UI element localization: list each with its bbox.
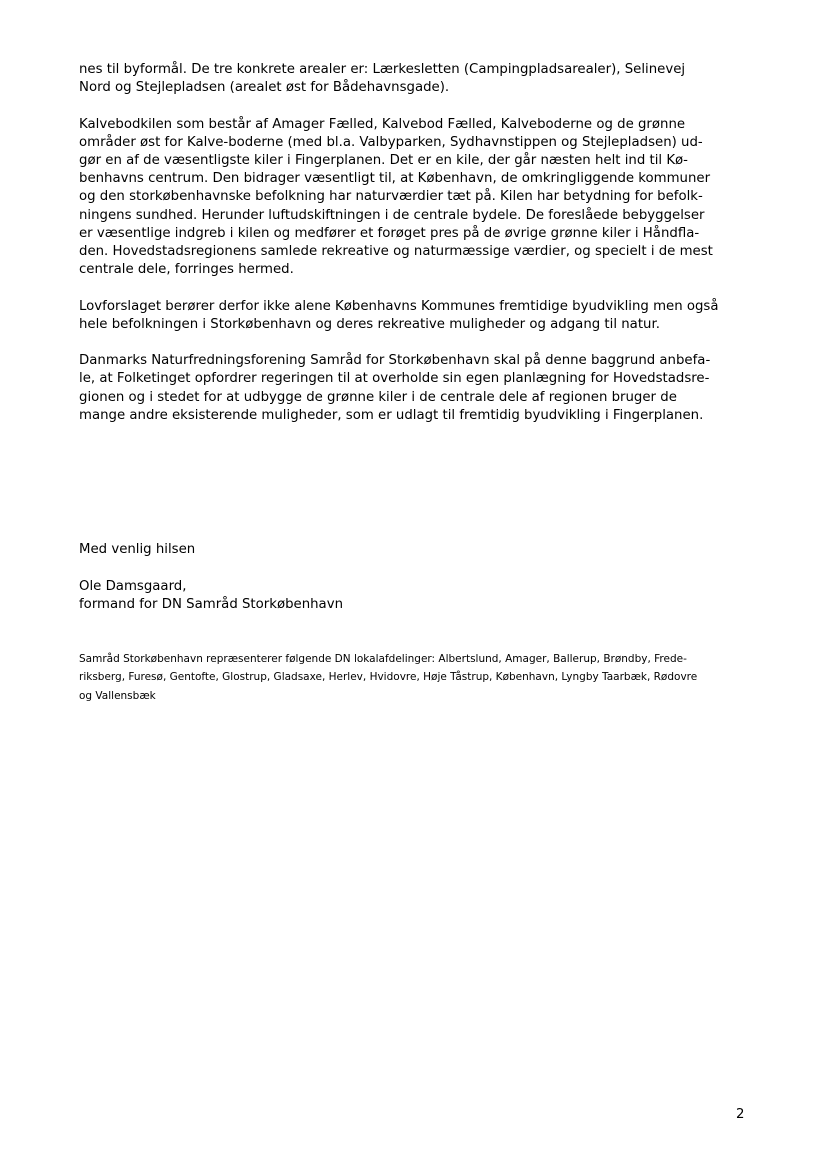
footnote-line: Samråd Storkøbenhavn repræsenterer følgende DN lokalafdelinger: Albertslund, Amager, Ballerup, Brøndby, Frede- [79,653,687,665]
text-line: områder øst for Kalve-boderne (med bl.a. Valbyparken, Sydhavnstippen og Stejlepladsen) ud- [79,134,703,150]
spacer [79,443,751,541]
text-line: Danmarks Naturfredningsforening Samråd for Storkøbenhavn skal på denne baggrund anbefa- [79,353,711,369]
paragraph-areas [79,61,751,97]
text-line: og den storkøbenhavnske befolkning har naturværdier tæt på. Kilen har betydning for befolk- [79,189,703,205]
footnote [79,650,751,705]
closing [79,541,751,559]
text-line: den. Hovedstadsregionens samlede rekreative og naturmæssige værdier, og specielt i de mest [79,244,713,260]
footnote-line: riksberg, Furesø, Gentofte, Glostrup, Gladsaxe, Herlev, Hvidovre, Høje Tåstrup, København, Lyngby Taarbæk, Rødovre [79,671,698,684]
text-line: le, at Folketinget opfordrer regeringen til at overholde sin egen planlægning for Hovedstadsre- [79,371,710,387]
paragraph-lovforslag [79,298,751,334]
text-line: Lovforslaget berører derfor ikke alene Københavns Kommunes fremtidige byudvikling men også [79,298,719,314]
text-line: Nord og Stejlepladsen (arealet øst for Bådehavnsgade). [79,80,450,96]
text-line: gør en af de væsentligste kiler i Fingerplanen. Det er en kile, der går næsten helt ind til Kø- [79,153,688,168]
signature-block [79,578,751,614]
text-line: hele befolkningen i Storkøbenhavn og deres rekreative muligheder og adgang til natur. [79,316,660,332]
text-line: ningens sundhed. Herunder luftudskiftningen i de centrale bydele. De foreslåede bebyggelser [79,207,705,223]
signature-title: formand for DN Samråd Storkøbenhavn [79,596,344,612]
text-line: nes til byformål. De tre konkrete arealer er: Lærkesletten (Campingpladsarealer), Selinevej [79,62,686,77]
text-line: gionen og i stedet for at udbygge de grønne kiler i de centrale dele af regionen bruger de [79,389,677,405]
text-line: er væsentlige indgreb i kilen og medfører et forøget pres på de øvrige grønne kiler i Håndfla- [79,225,700,241]
paragraph-recommendation [79,352,751,425]
paragraph-kalvebodkilen [79,116,751,280]
signature-name: Ole Damsgaard, [79,578,187,594]
text-line: centrale dele, forringes hermed. [79,262,294,278]
letter-body [79,61,751,705]
closing-greeting: Med venlig hilsen [79,542,196,558]
text-line: benhavns centrum. Den bidrager væsentligt til, at København, de omkringliggende kommuner [79,171,711,187]
text-line: mange andre eksisterende muligheder, som er udlagt til fremtidig byudvikling i Fingerplanen. [79,407,704,423]
footnote-line: og Vallensbæk [79,689,156,702]
text-line: Kalvebodkilen som består af Amager Fælled, Kalvebod Fælled, Kalveboderne og de grønne [79,116,686,132]
page-number: 2 [736,1107,745,1122]
